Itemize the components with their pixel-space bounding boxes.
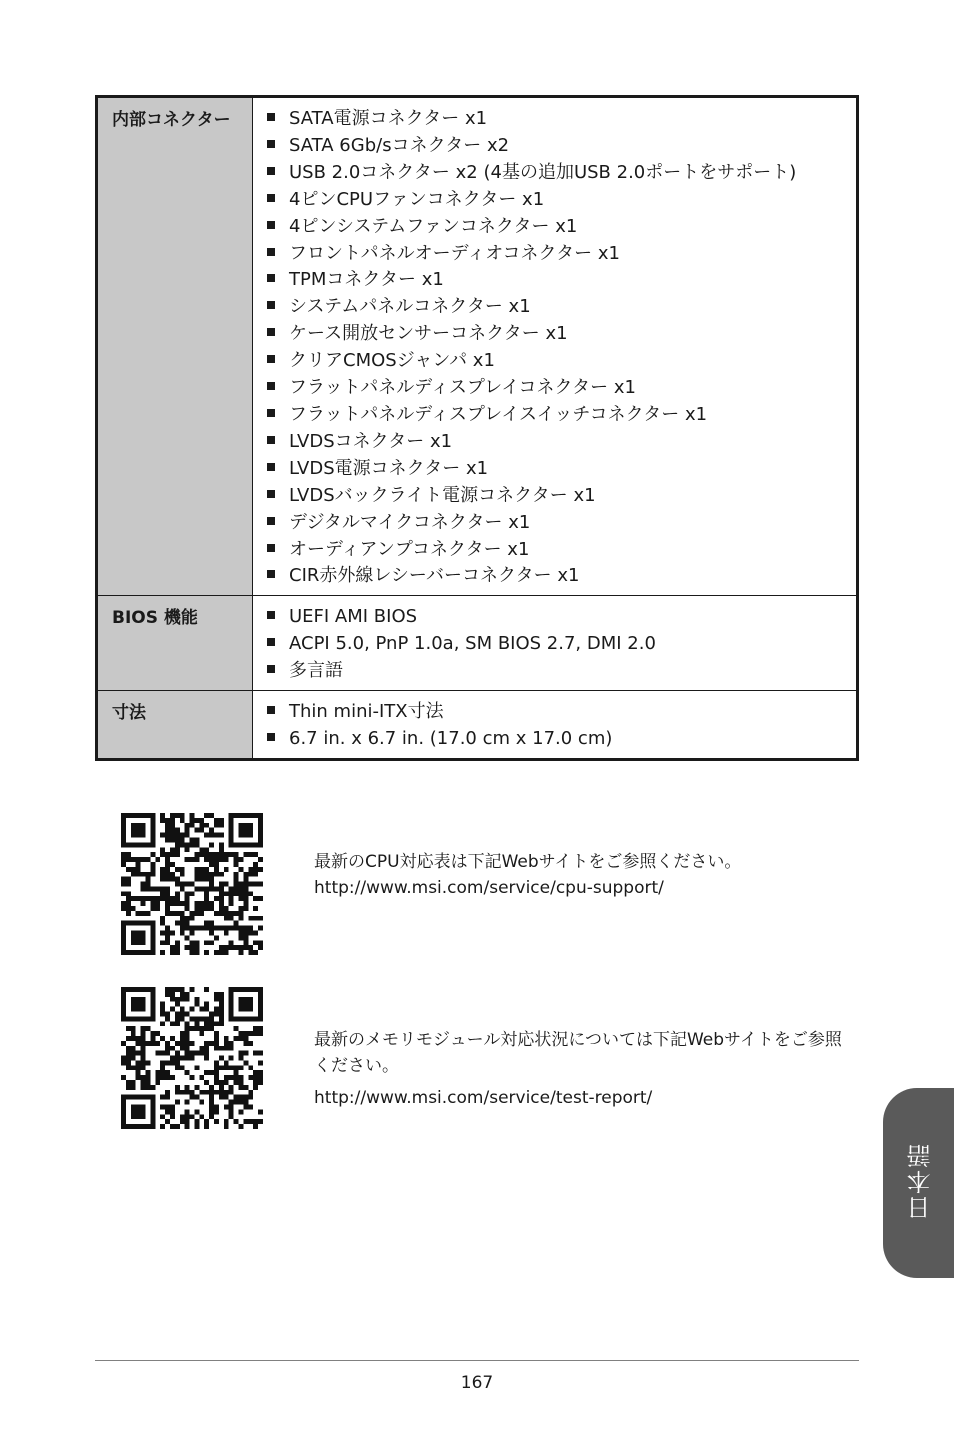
qr-caption-cpu-support [314,849,854,901]
spec-item: USB 2.0コネクター x2 (4基の追加USB 2.0ポートをサポート) [267,160,846,187]
spec-label: BIOS 機能 [97,596,253,691]
qr-description: 最新のCPU対応表は下記Webサイトをご参照ください。 [314,852,742,872]
footer-rule [95,1360,859,1361]
spec-item: 多言語 [267,658,846,685]
qr-code-icon [121,987,263,1129]
spec-item: クリアCMOSジャンパ x1 [267,348,846,375]
language-tab [883,1088,954,1278]
spec-item: TPMコネクター x1 [267,267,846,294]
spec-item: SATA 6Gb/sコネクター x2 [267,133,846,160]
spec-label: 寸法 [97,691,253,760]
qr-code-cpu-support [121,813,263,955]
spec-values [253,691,858,760]
spec-item: 4ピンシステムファンコネクター x1 [267,214,846,241]
spec-item: SATA電源コネクター x1 [267,106,846,133]
spec-item: LVDS電源コネクター x1 [267,456,846,483]
spec-values [253,97,858,596]
spec-item: UEFI AMI BIOS [267,604,846,631]
spec-item: 4ピンCPUファンコネクター x1 [267,187,846,214]
spec-item: デジタルマイクコネクター x1 [267,510,846,537]
spec-item: フロントパネルオーディオコネクター x1 [267,241,846,268]
spec-row-bios [97,596,858,691]
spec-item: オーディアンプコネクター x1 [267,537,846,564]
qr-code-test-report [121,987,263,1129]
spec-item: システムパネルコネクター x1 [267,294,846,321]
spec-item: Thin mini-ITX寸法 [267,699,846,726]
qr-description: 最新のメモリモジュール対応状況については下記Webサイトをご参照ください。 [314,1030,842,1076]
page-number: 167 [460,1373,494,1393]
cpu-support-link[interactable]: http://www.msi.com/service/cpu-support/ [314,878,664,898]
spec-row-dimensions [97,691,858,760]
qr-caption-test-report [314,1027,854,1111]
spec-item: ケース開放センサーコネクター x1 [267,321,846,348]
spec-item: 6.7 in. x 6.7 in. (17.0 cm x 17.0 cm) [267,726,846,753]
spec-values [253,596,858,691]
spec-item: LVDSバックライト電源コネクター x1 [267,483,846,510]
language-tab-label: 日本語 [907,1142,935,1220]
test-report-link[interactable]: http://www.msi.com/service/test-report/ [314,1088,653,1108]
spec-item: CIR赤外線レシーバーコネクター x1 [267,563,846,590]
qr-code-icon [121,813,263,955]
spec-row-connectors [97,97,858,596]
spec-item: LVDSコネクター x1 [267,429,846,456]
spec-table [95,95,859,761]
spec-item: ACPI 5.0, PnP 1.0a, SM BIOS 2.7, DMI 2.0 [267,631,846,658]
spec-item: フラットパネルディスプレイスイッチコネクター x1 [267,402,846,429]
spec-label: 内部コネクター [97,97,253,596]
spec-item: フラットパネルディスプレイコネクター x1 [267,375,846,402]
